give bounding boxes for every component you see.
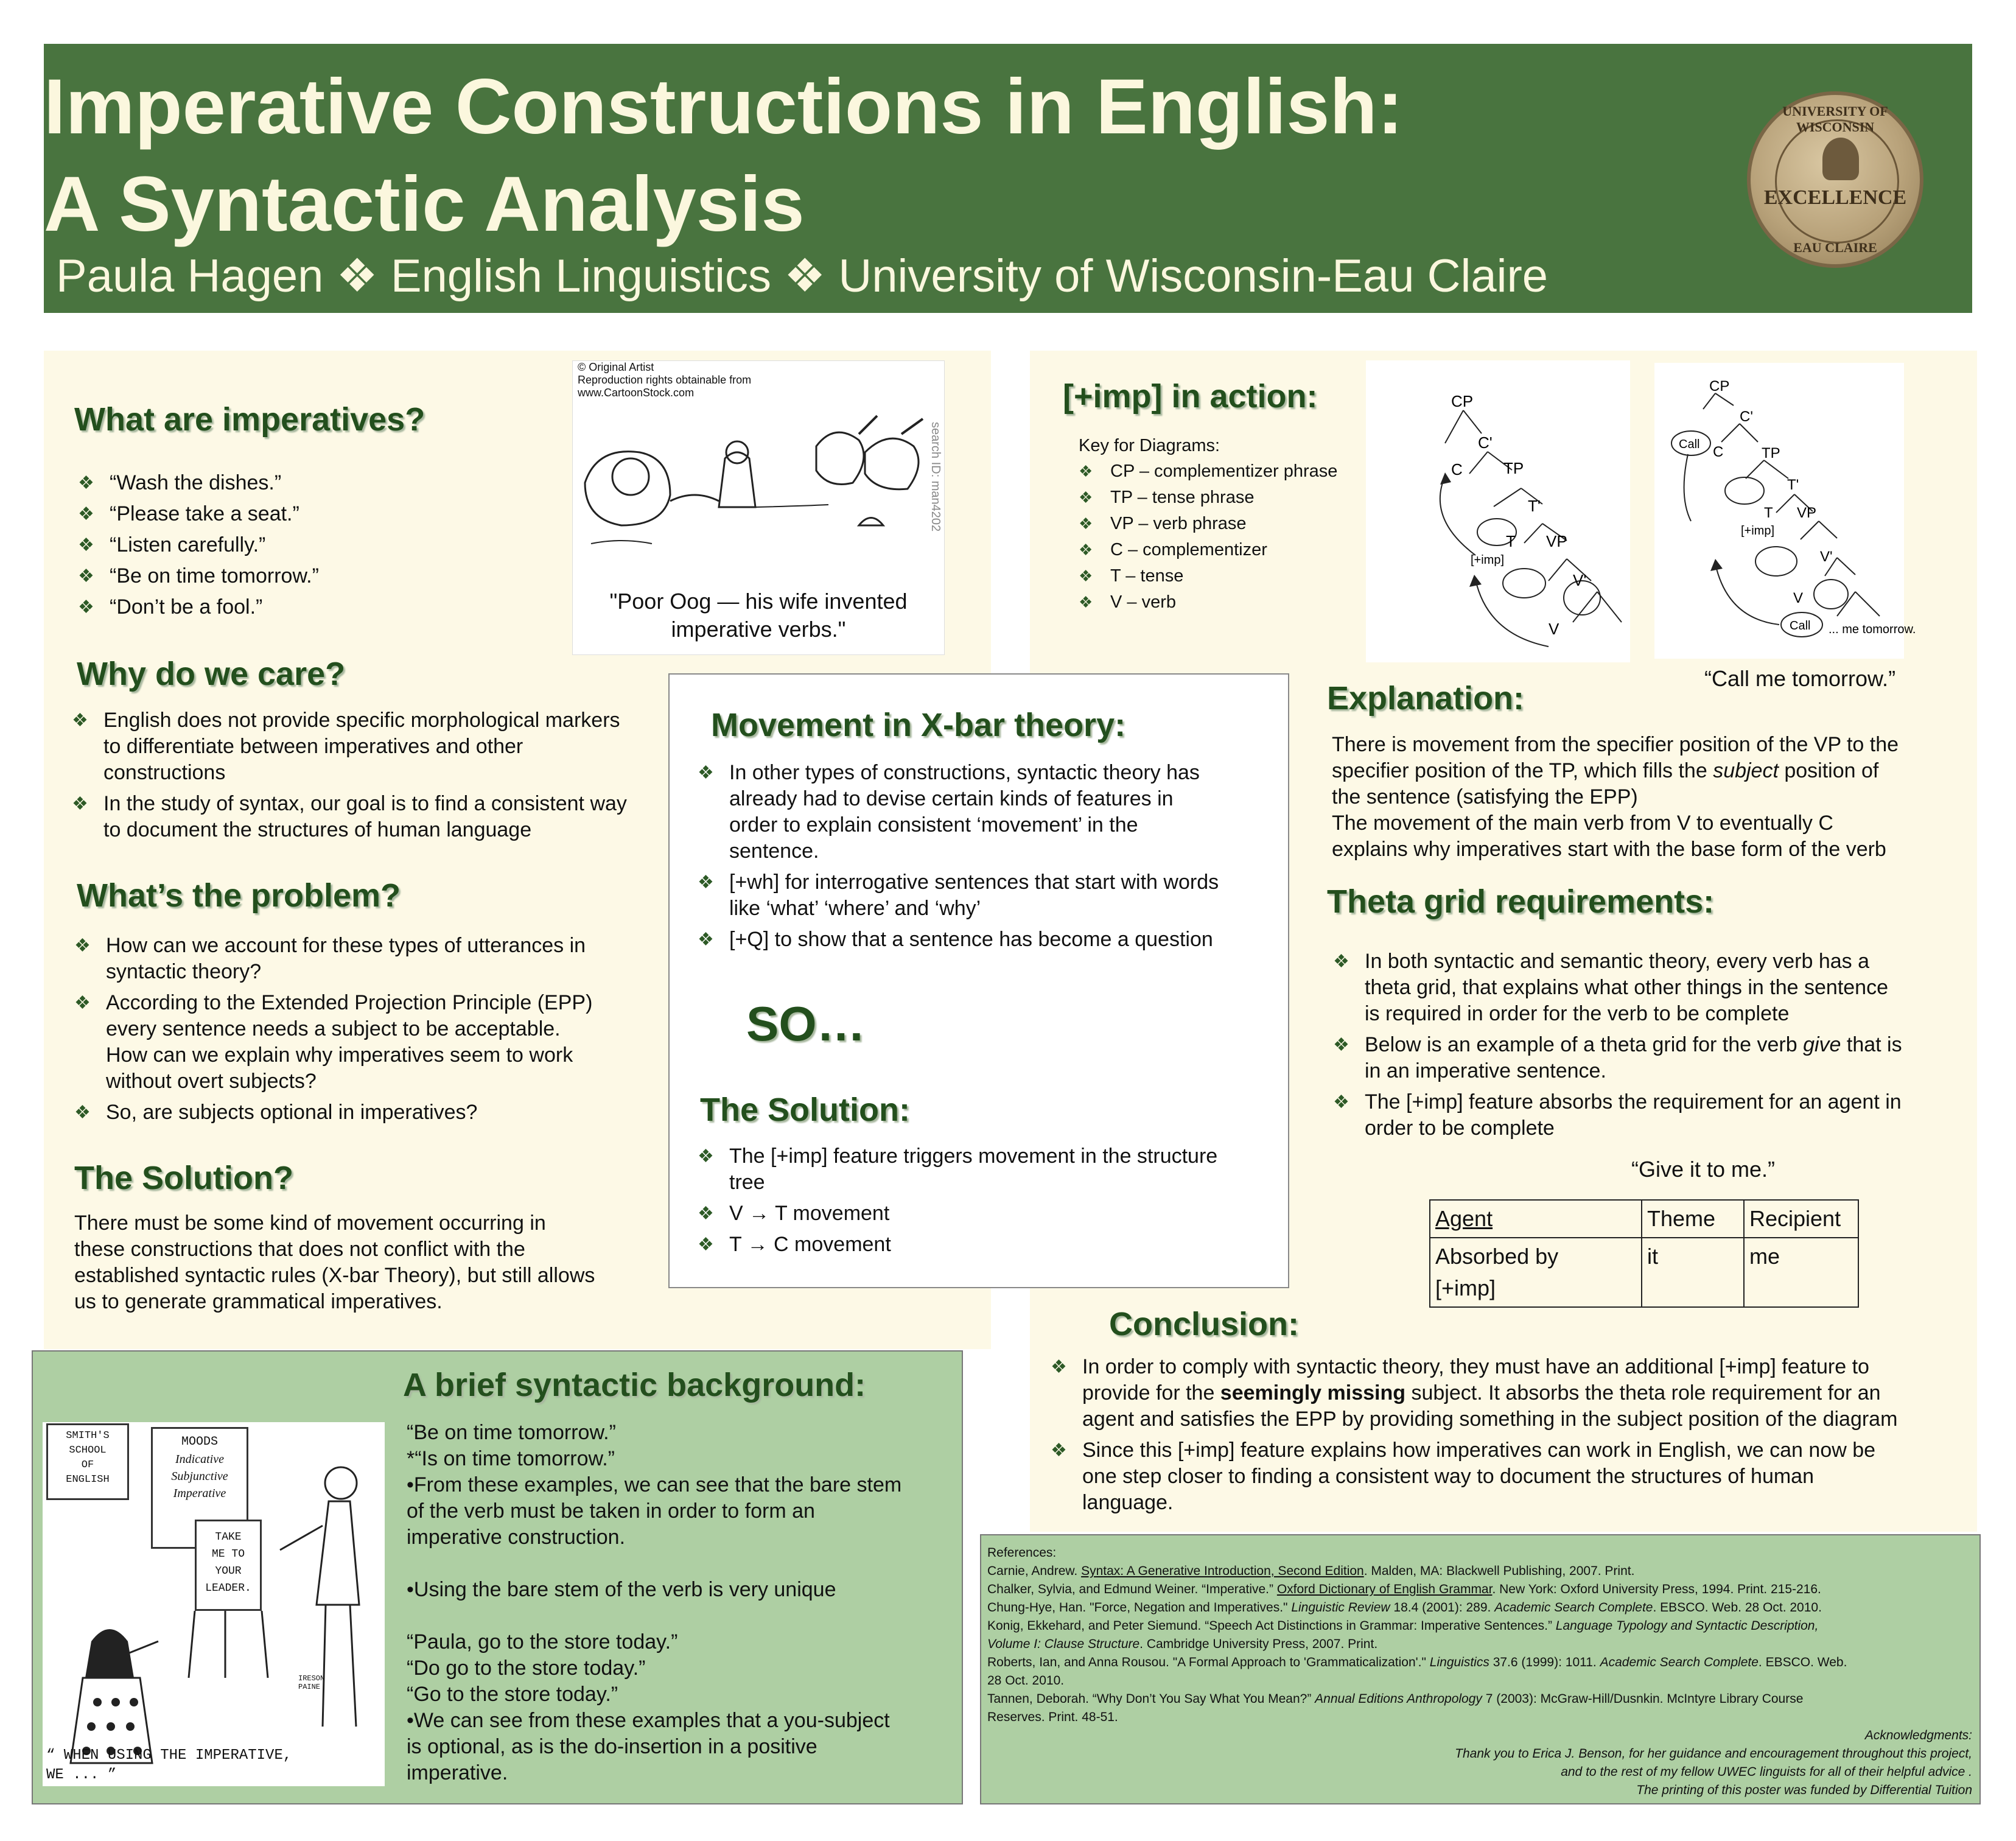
seal-word: EXCELLENCE	[1763, 186, 1907, 209]
theta-grid-table	[1429, 1199, 1859, 1308]
why-care-heading: Why do we care?	[77, 656, 346, 692]
solution-question-text: There must be some kind of movement occurring in these constructions that does not conflict with the established syntactic rules (X-bar Theory), but still allows us to generate grammatical imperatives.	[74, 1212, 595, 1313]
list-item: ❖ So, are subjects optional in imperatives?	[74, 1101, 478, 1124]
list-item: ❖ In order to comply with syntactic theory, they must have an additional [+imp] feature to provide for the seemingly missing subject. It absorbs the theta role requirement for an agent and satisfies the EPP by providing something in the subject position of the diagram	[1051, 1355, 1898, 1431]
call-me-tomorrow-caption: “Call me tomorrow.”	[1704, 666, 1896, 691]
dalek-cartoon	[43, 1422, 385, 1786]
dalek-and-teacher-drawing	[43, 1422, 385, 1786]
background-heading: A brief syntactic background:	[403, 1367, 866, 1403]
movement-heading: Movement in X-bar theory:	[711, 707, 1126, 743]
tree-label: CP	[1451, 392, 1474, 410]
list-item: ❖ The [+imp] feature absorbs the requirement for an agent in order to be complete	[1333, 1090, 1902, 1140]
list-item: ❖ “Please take a seat.”	[78, 502, 299, 525]
tree-label: [+imp]	[1741, 524, 1775, 538]
list-item: ❖ T – tense	[1079, 566, 1184, 586]
so-text: SO…	[746, 997, 866, 1051]
table-row	[1430, 1238, 1858, 1307]
table-cell: Absorbed by [+imp]	[1430, 1238, 1642, 1307]
tree-label: C	[1451, 460, 1463, 479]
list-item: ❖ “Be on time tomorrow.”	[78, 564, 319, 587]
table-cell: me	[1744, 1238, 1858, 1307]
list-item: ❖ “Listen carefully.”	[78, 533, 266, 556]
background-text: “Be on time tomorrow.” *“Is on time tomorrow.” •From these examples, we can see that the bare stem of the verb must be taken in order to form an imperative construction. •Using the bare stem of the verb is very unique “Paula, go to the store today.” “Do go to the store today.” “Go to the store today.” •We can see from these examples that a you-subject is optional, as is the do-insertion in a positive imperative.	[407, 1421, 902, 1784]
table-header-agent: Agent	[1430, 1200, 1642, 1238]
diagram-key-list	[1079, 460, 1337, 617]
give-it-to-me-caption: “Give it to me.”	[1631, 1157, 1776, 1182]
cartoon-caption: "Poor Oog — his wife invented imperative verbs."	[609, 589, 908, 642]
explanation-heading: Explanation:	[1327, 680, 1525, 717]
tree-label: V	[1793, 590, 1804, 606]
key-title: Key for Diagrams:	[1079, 436, 1220, 455]
tree-label: C'	[1740, 409, 1753, 425]
tree-label: T	[1764, 505, 1773, 521]
why-care-list	[72, 707, 627, 848]
university-seal-logo	[1747, 91, 1923, 268]
syntax-tree-diagram-2	[1654, 363, 1916, 659]
list-item: ❖ [+wh] for interrogative sentences that start with words like ‘what’ ‘where’ and ‘why’	[698, 871, 1219, 920]
solution-question-heading: The Solution?	[74, 1160, 293, 1196]
list-item: ❖ In other types of constructions, syntactic theory has already had to devise certain kinds of features in order to explain consistent ‘movement’ in the sentence.	[698, 761, 1200, 863]
movement-list	[698, 760, 1219, 958]
list-item: ❖ According to the Extended Projection Principle (EPP) every sentence needs a subject to be acceptable. How can we explain why imperatives seem to work without overt subjects?	[74, 991, 593, 1093]
conclusion-heading: Conclusion:	[1109, 1306, 1299, 1342]
tree-label: V'	[1820, 549, 1833, 565]
tree-label: TP	[1762, 445, 1780, 461]
tree-label: V	[1549, 620, 1559, 638]
explanation-text: There is movement from the specifier position of the VP to the specifier position of the TP, which fills the subject position of the sentence (satisfying the EPP) The movement of the main verb from V to eventually C explains why imperatives start with the base form of the verb	[1332, 733, 1899, 861]
leader-placard: TAKE ME TO YOUR LEADER.	[195, 1520, 262, 1611]
tree-label: T	[1506, 532, 1516, 550]
list-item: ❖ How can we account for these types of utterances in syntactic theory?	[74, 934, 586, 983]
acknowledgments: Acknowledgments: Thank you to Erica J. Benson, for her guidance and encouragement throughout this project, and to the rest of my fellow UWEC linguists for all of their helpful advice . The printing of this poster was funded by Differential Tuition	[1455, 1728, 1972, 1797]
tree-icon	[1822, 138, 1859, 180]
list-item: ❖ English does not provide specific morphological markers to differentiate between imperatives and other constructions	[72, 709, 620, 784]
tree-label: ... me tomorrow.	[1829, 623, 1916, 636]
list-item: ❖ [+Q] to show that a sentence has become a question	[698, 928, 1213, 951]
what-are-imperatives-heading: What are imperatives?	[74, 401, 425, 438]
table-cell: it	[1642, 1238, 1744, 1307]
reference-item: Roberts, Ian, and Anna Rousou. "A Formal Approach to 'Grammaticalization'." Linguistics 37.6 (1999): 1011. Academic Search Complete. EBSCO. Web.	[987, 1655, 1847, 1669]
tree-label: VP	[1546, 532, 1567, 550]
artist-signature: IRESON PAINE	[298, 1674, 325, 1691]
imp-action-heading: [+imp] in action:	[1063, 378, 1318, 415]
tree-label: VP	[1797, 505, 1817, 521]
list-item: ❖ CP – complementizer phrase	[1079, 461, 1338, 481]
reference-item: Tannen, Deborah. “Why Don’t You Say What You Mean?” Annual Editions Anthropology 7 (2003): McGraw-Hill/Dusnkin. McIntyre Library Course	[987, 1692, 1804, 1706]
list-item: ❖ In the study of syntax, our goal is to find a consistent way to document the structures of human language	[72, 792, 627, 841]
references-list: References: Carnie, Andrew. Syntax: A Generative Introduction, Second Edition. Malden, MA: Blackwell Publishing, 2007. Print. Chalker, Sylvia, and Edmund Weiner. “Imperative.” Oxford Dictionary of English Grammar. New York: Oxford University Press, 1994. Print. 215-216. Chung-Hye, Han. "Force, Negation and Imperatives." Linguistic Review 18.4 (2001): 289. Academic Search Complete. EBSCO. Web. 28 Oct. 2010. Konig, Ekkehard, and Peter Siemund. “Speech Act Distinctions in Grammar: Imperative Sentences.” Language Typology and Syntactic Description, Volume I: Clause Structure. Cambridge University Press, 2007. Print. Roberts, Ian, and Anna Rousou. "A Formal Approach to 'Grammaticalization'." Linguistics 37.6 (1999): 1011. Academic Search Complete. EBSCO. Web. 28 Oct. 2010. Tannen, Deborah. “Why Don’t You Say What You Mean?” Annual Editions Anthropology 7 (2003): McGraw-Hill/Dusnkin. McIntyre Library Course Reserves. Print. 48-51.	[987, 1544, 1973, 1727]
list-item: ❖ V – verb	[1079, 592, 1176, 612]
imperative-examples-list	[78, 470, 319, 625]
title-line-1: Imperative Constructions in English:	[44, 63, 1404, 150]
tree-label: CP	[1709, 378, 1730, 394]
school-sign: SMITH'S SCHOOL OF ENGLISH	[46, 1423, 129, 1500]
tree-label: C'	[1478, 433, 1493, 452]
problem-heading: What’s the problem?	[77, 877, 401, 914]
reference-item: Carnie, Andrew. Syntax: A Generative Introduction, Second Edition. Malden, MA: Blackwell Publishing, 2007. Print.	[987, 1564, 1635, 1578]
reference-item: Chung-Hye, Han. "Force, Negation and Imperatives." Linguistic Review 18.4 (2001): 289. Academic Search Complete. EBSCO. Web. 28 Oct. 2010.	[987, 1601, 1822, 1615]
list-item: ❖ T → C movement	[698, 1233, 891, 1256]
list-item: ❖ Since this [+imp] feature explains how imperatives can work in English, we can now be one step closer to finding a consistent way to document the structures of human language.	[1051, 1439, 1876, 1514]
dalek-caption: “ WHEN USING THE IMPERATIVE, WE ... ”	[46, 1747, 292, 1783]
list-item: ❖ VP – verb phrase	[1079, 514, 1247, 533]
solution-list	[698, 1143, 1217, 1263]
list-item: ❖ The [+imp] feature triggers movement in the structure tree	[698, 1145, 1218, 1194]
list-item: ❖ V → T movement	[698, 1202, 890, 1225]
list-item: ❖ “Don’t be a fool.”	[78, 595, 263, 619]
author-line: Paula Hagen ❖ English Linguistics ❖ University of Wisconsin-Eau Claire	[56, 250, 1549, 302]
title-line-2: A Syntactic Analysis	[44, 161, 805, 248]
list-item: ❖ Below is an example of a theta grid for the verb give that is in an imperative sentence.	[1333, 1033, 1902, 1082]
table-header-theme: Theme	[1642, 1200, 1744, 1238]
tree-label: Call	[1679, 438, 1700, 451]
reference-item: Konig, Ekkehard, and Peter Siemund. “Speech Act Distinctions in Grammar: Imperative Sentences.” Language Typology and Syntactic Description,	[987, 1619, 1819, 1633]
list-item: ❖ “Wash the dishes.”	[78, 471, 282, 494]
table-row	[1430, 1200, 1858, 1238]
theta-grid-list	[1333, 949, 1902, 1146]
list-item: ❖ In both syntactic and semantic theory, every verb has a theta grid, that explains what other things in the sentence is required in order for the verb to be complete	[1333, 950, 1888, 1025]
seal-top-text: UNIVERSITY OF WISCONSIN	[1782, 103, 1888, 135]
tree-label: TP	[1503, 459, 1524, 477]
theta-grid-heading: Theta grid requirements:	[1327, 883, 1715, 920]
moods-board: MOODS Indicative Subjunctive Imperative	[151, 1427, 248, 1549]
list-item: ❖ TP – tense phrase	[1079, 488, 1255, 507]
caveman-cartoon: © Original Artist Reproduction rights obtainable from www.CartoonStock.com search ID: man4202 "Poor Oog — his wife invented imperative verbs."	[572, 360, 945, 655]
seal-bottom-text: EAU CLAIRE	[1793, 240, 1877, 255]
tree-label: Call	[1790, 619, 1811, 633]
tree-label: C	[1713, 444, 1724, 460]
search-id-text: search ID: man4202	[929, 422, 942, 532]
syntax-tree-diagram-1	[1366, 360, 1630, 662]
reference-item: Chalker, Sylvia, and Edmund Weiner. “Imperative.” Oxford Dictionary of English Grammar. New York: Oxford University Press, 1994. Print. 215-216.	[987, 1582, 1821, 1596]
conclusion-list	[1051, 1354, 1897, 1521]
list-item: ❖ C – complementizer	[1079, 540, 1267, 559]
solution-heading: The Solution:	[700, 1092, 910, 1128]
tree-label: T'	[1528, 497, 1541, 515]
tree-label: [+imp]	[1471, 553, 1505, 567]
tree-label: V'	[1573, 571, 1587, 589]
problem-list	[74, 933, 592, 1131]
tree-label: T'	[1787, 477, 1799, 493]
table-header-recipient: Recipient	[1744, 1200, 1858, 1238]
